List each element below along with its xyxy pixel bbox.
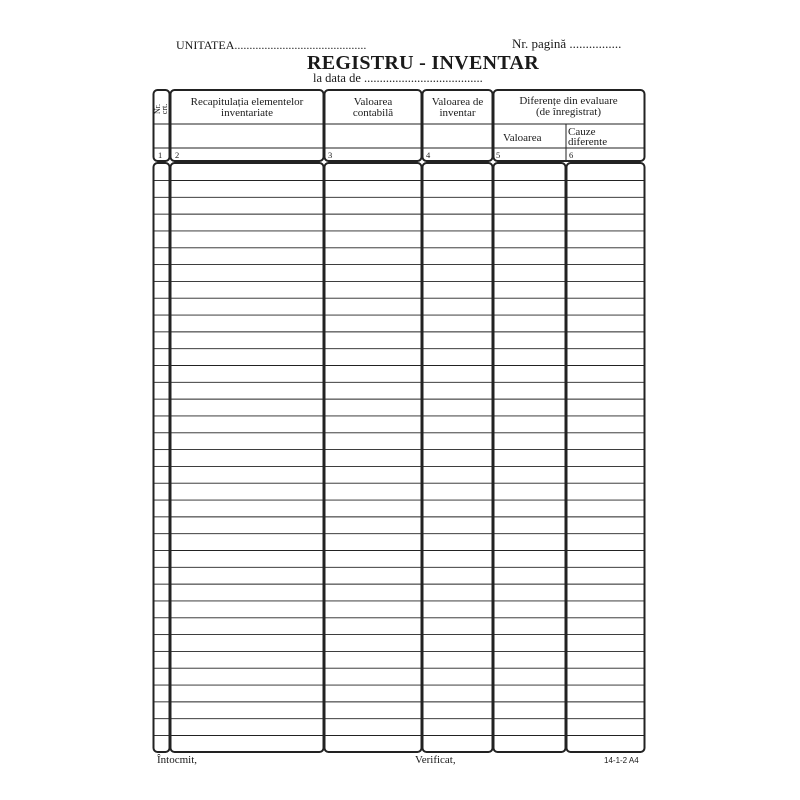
header-valoarea-inventar: Valoarea de inventar [431,96,484,119]
column-number-4: 4 [426,150,431,160]
subheader-valoarea: Valoarea [503,132,542,144]
body-column [494,163,566,752]
header-nr-crt: Nr. crt. [153,103,169,115]
form-title: REGISTRU - INVENTAR [307,52,540,74]
intocmit-label: Întocmit, [157,754,198,766]
column-number-2: 2 [175,150,180,160]
page-number-field: Nr. pagină ................ [512,36,622,51]
form-code: 14-1-2 A4 [604,756,639,765]
unitate-field: UNITATEA............................................ [176,38,367,52]
column-number-5: 5 [496,150,501,160]
body-column [325,163,422,752]
column-number-1: 1 [158,150,163,160]
header-valoarea-contabila: Valoarea contabilă [352,96,394,119]
column-number-3: 3 [328,150,333,160]
body-column [567,163,645,752]
date-field: la data de ...................................... [313,71,483,85]
column-number-6: 6 [569,150,574,160]
body-column [171,163,324,752]
header-recapitulatia: Recapitulația elementelor inventariate [190,96,304,119]
header-diferente: Diferențe din evaluare (de înregistrat) [519,95,618,118]
body-column [423,163,493,752]
subheader-cauze-diferente: Cauze diferente [568,126,608,148]
body-column [154,163,170,752]
verificat-label: Verificat, [415,754,456,766]
